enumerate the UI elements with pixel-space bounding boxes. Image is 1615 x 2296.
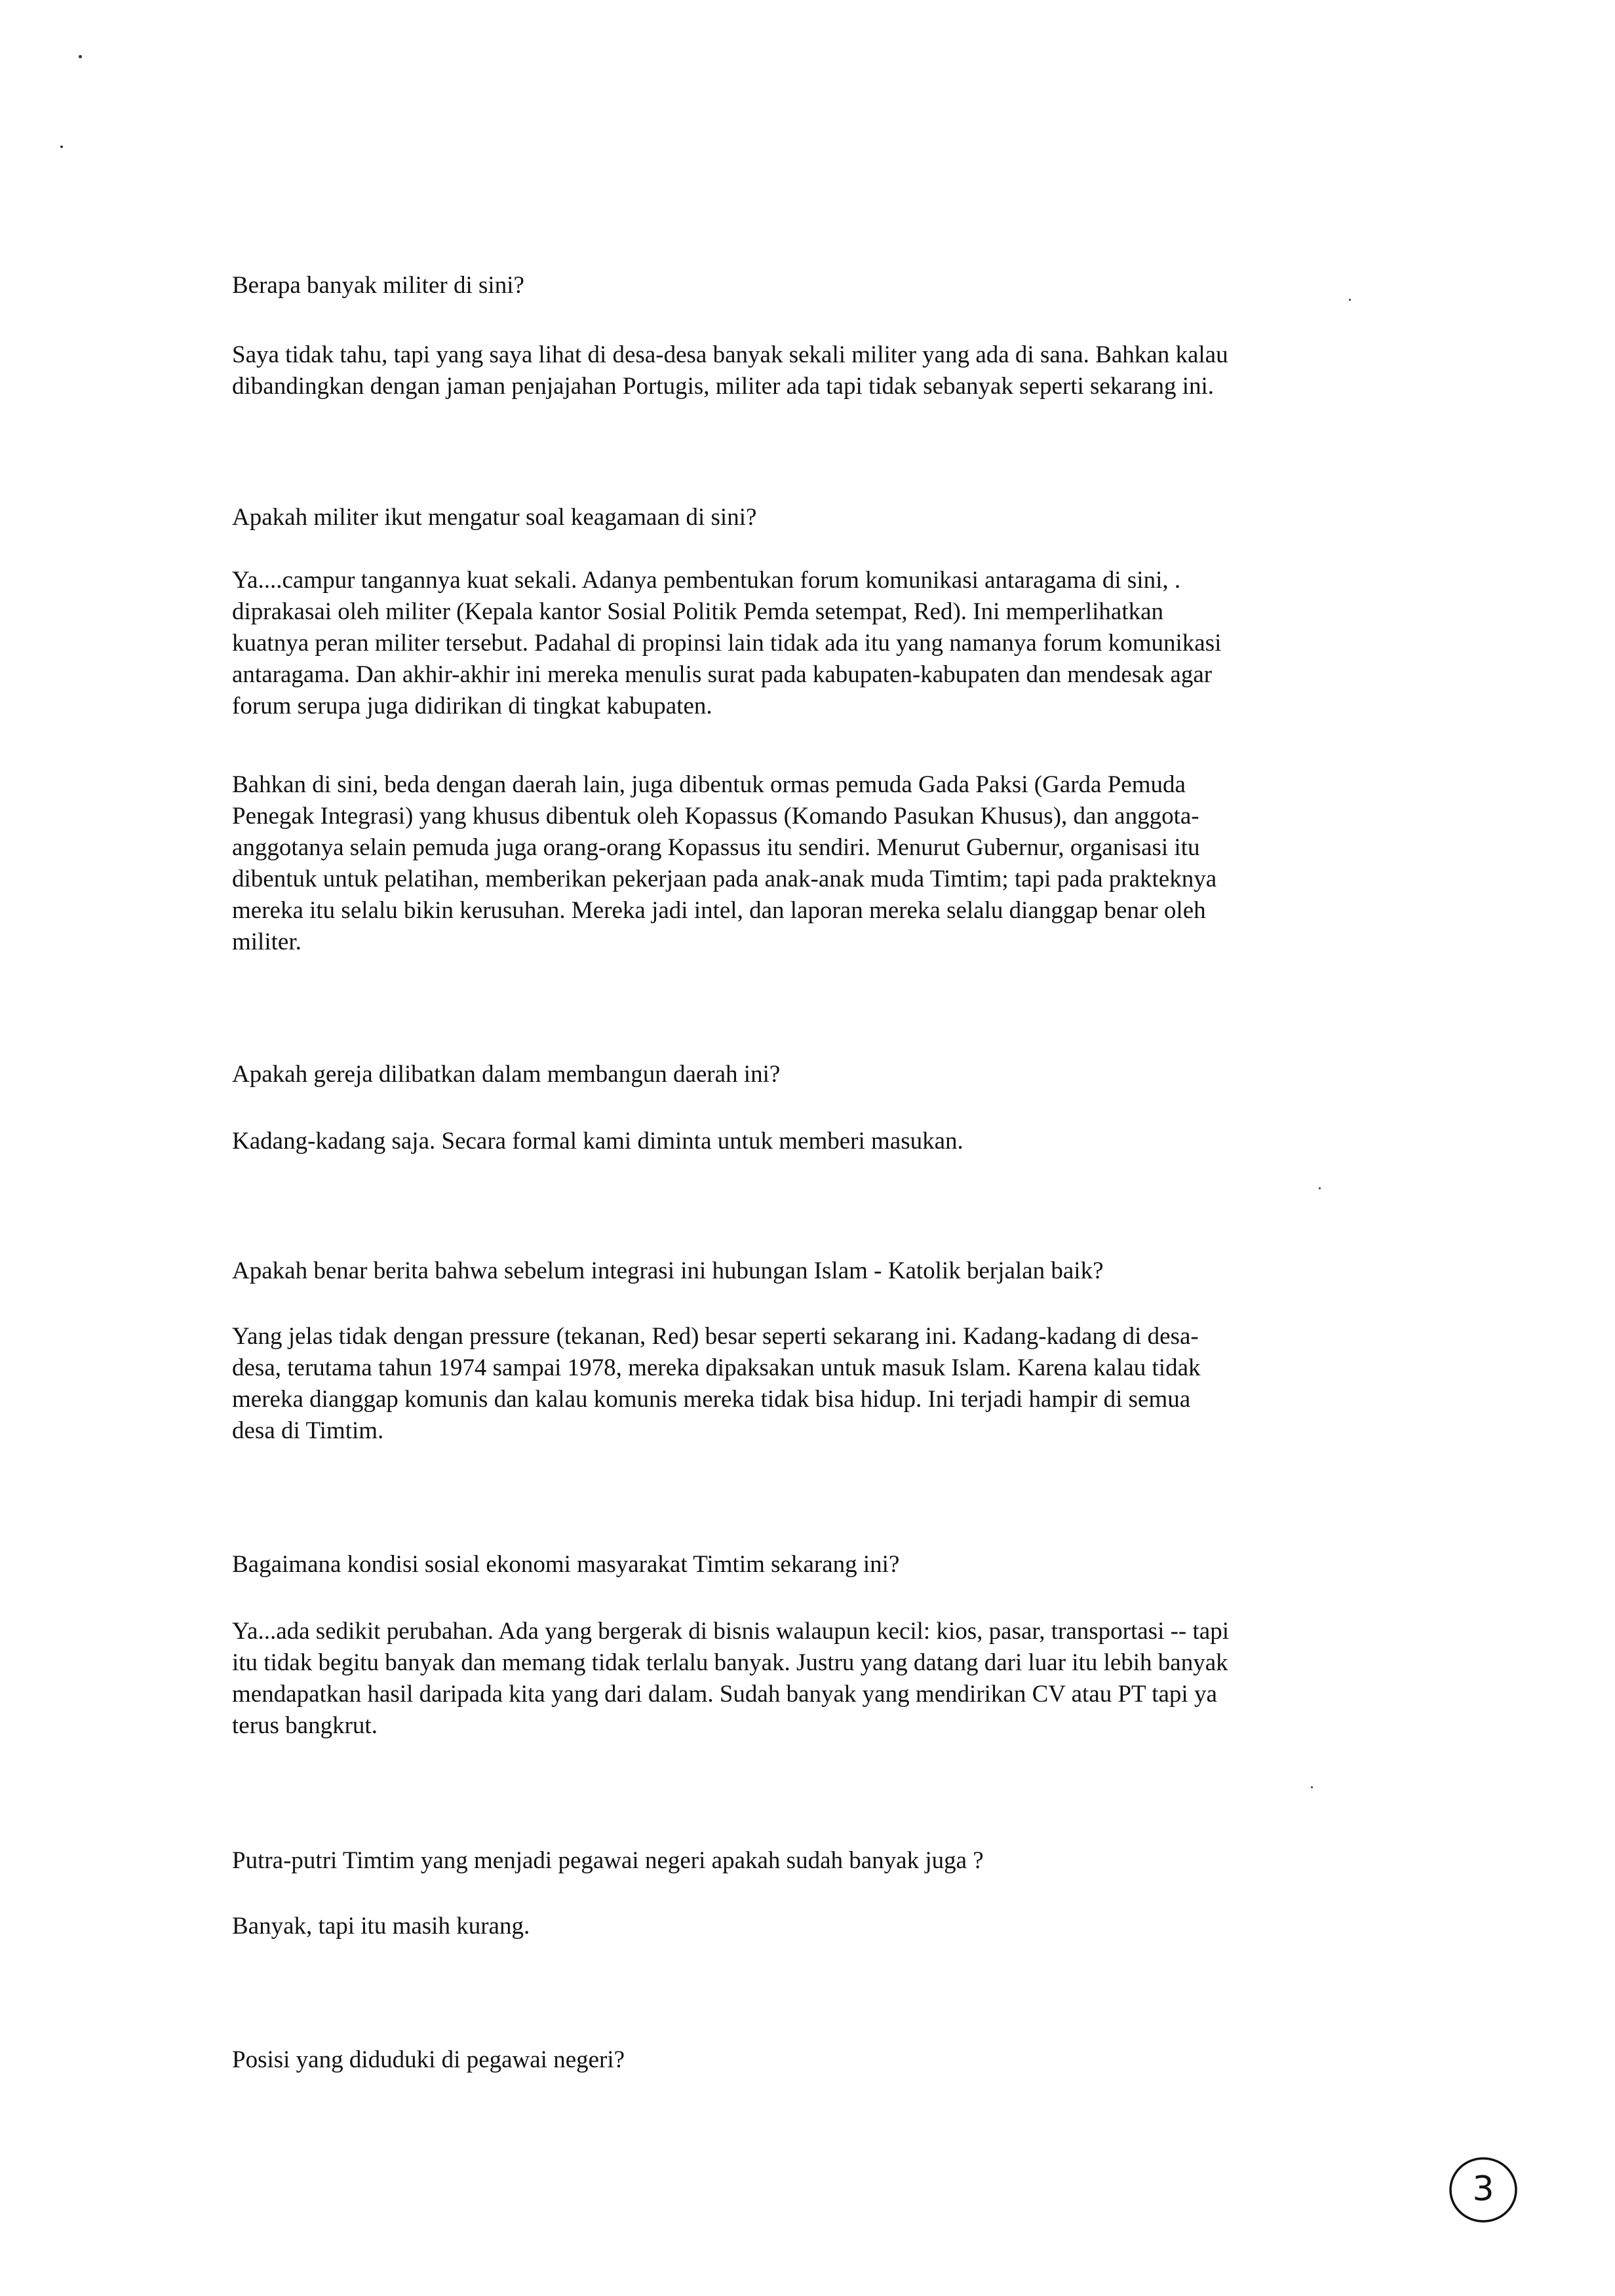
answer-islam-catholic: Yang jelas tidak dengan pressure (tekanan, Red) besar seperti sekarang ini. Kadang-kadang di desa- desa, terutama tahun 1974 sampai 1978, mereka dipaksakan untuk masuk Islam. Karena kalau tidak mereka dianggap komunis dan kalau komunis mereka tidak bisa hidup. Ini terjadi hampir di semua desa di Timtim. <box>232 1323 1201 1444</box>
question-military-religion: Apakah militer ikut mengatur soal keagamaan di sini? <box>232 504 757 531</box>
question-military-count: Berapa banyak militer di sini? <box>232 272 524 299</box>
page-number: 3 <box>1472 2170 1494 2209</box>
scan-speck <box>1311 1786 1313 1788</box>
answer-gada-paksi: Bahkan di sini, beda dengan daerah lain, juga dibentuk ormas pemuda Gada Paksi (Garda Pemuda Penegak Integrasi) yang khusus dibentuk oleh Kopassus (Komando Pasukan Khusus), dan anggota- anggotanya selain pemuda juga orang-orang Kopassus itu sendiri. Menurut Gubernur, organisasi itu dibentuk untuk pelatihan, memberikan pekerjaan pada anak-anak muda Timtim; tapi pada prakteknya mereka itu selalu bikin kerusuhan. Mereka jadi intel, dan laporan mereka selalu dianggap benar oleh militer. <box>232 771 1217 955</box>
answer-socio-economic: Ya...ada sedikit perubahan. Ada yang bergerak di bisnis walaupun kecil: kios, pasar, transportasi -- tapi itu tidak begitu banyak dan memang tidak terlalu banyak. Justru yang datang dari luar itu lebih banyak mendapatkan hasil daripada kita yang dari dalam. Sudah banyak yang mendirikan CV atau PT tapi ya terus bangkrut. <box>232 1618 1229 1739</box>
answer-military-religion: Ya....campur tangannya kuat sekali. Adanya pembentukan forum komunikasi antaragama di sini, . diprakasai oleh militer (Kepala kantor Sosial Politik Pemda setempat, Red). Ini memperlihatkan kuatnya peran militer tersebut. Padahal di propinsi lain tidak ada itu yang namanya forum komunikasi antaragama. Dan akhir-akhir ini mereka menulis surat pada kabupaten-kabupaten dan mendesak agar forum serupa juga didirikan di tingkat kabupaten. <box>232 567 1222 719</box>
question-civil-servant-positions: Posisi yang diduduki di pegawai negeri? <box>232 2046 625 2073</box>
question-islam-catholic: Apakah benar berita bahwa sebelum integrasi ini hubungan Islam - Katolik berjalan baik? <box>232 1257 1104 1284</box>
page-number-circle <box>1446 2152 1521 2227</box>
answer-military-count: Saya tidak tahu, tapi yang saya lihat di desa-desa banyak sekali militer yang ada di sana. Bahkan kalau dibandingkan dengan jaman penjajahan Portugis, militer ada tapi tidak sebanyak seperti sekarang ini. <box>232 341 1228 400</box>
scan-speck <box>1319 1187 1321 1189</box>
scan-speck <box>79 55 82 58</box>
question-church-involvement: Apakah gereja dilibatkan dalam membangun daerah ini? <box>232 1061 781 1088</box>
answer-civil-servants: Banyak, tapi itu masih kurang. <box>232 1913 530 1940</box>
answer-church-involvement: Kadang-kadang saja. Secara formal kami diminta untuk memberi masukan. <box>232 1128 963 1155</box>
scan-speck <box>60 145 63 148</box>
question-socio-economic: Bagaimana kondisi sosial ekonomi masyarakat Timtim sekarang ini? <box>232 1551 900 1578</box>
question-civil-servants: Putra-putri Timtim yang menjadi pegawai negeri apakah sudah banyak juga ? <box>232 1847 984 1874</box>
